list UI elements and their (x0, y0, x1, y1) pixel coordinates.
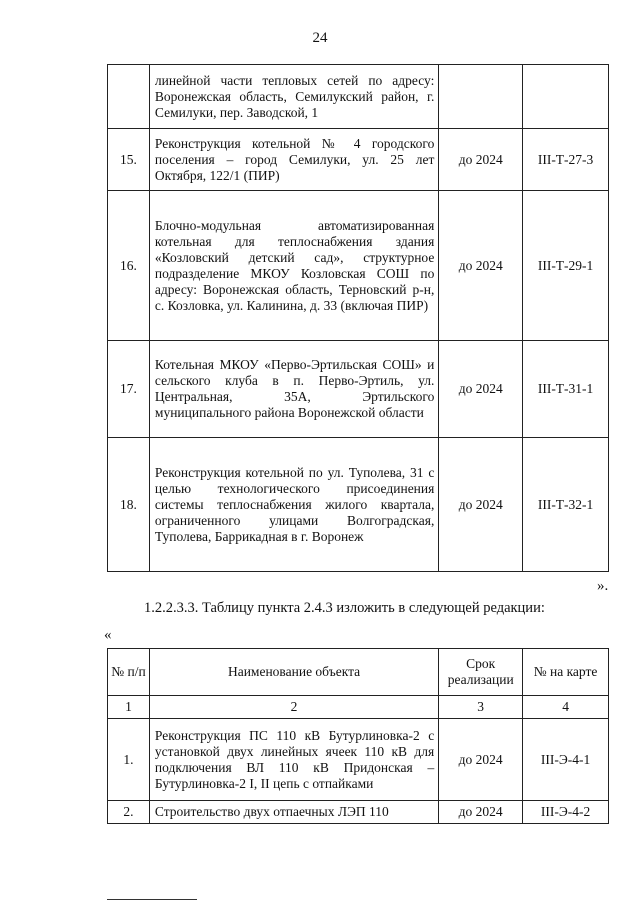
column-number-row (108, 696, 609, 719)
row-number: 16. (108, 191, 150, 341)
power-objects-table (107, 648, 609, 824)
object-name: Блочно-модульная автоматизированная котельная для теплоснабжения здания «Козловский детский сад», структурное подразделение МКОУ Козловская СОШ по адресу: Воронежская область, Терновский р-н, с. Козловка, ул. Калинина, д. 33 (включая ПИР) (149, 191, 438, 341)
footnote-separator (107, 899, 197, 900)
map-code: III-Т-31-1 (523, 341, 609, 438)
realization-term: до 2024 (439, 341, 523, 438)
header-term: Срок реализации (439, 649, 523, 696)
realization-term (439, 65, 523, 129)
page-number: 24 (312, 30, 328, 46)
realization-term: до 2024 (439, 719, 523, 801)
row-number: 1. (108, 719, 150, 801)
column-number: 1 (108, 696, 150, 719)
column-number: 4 (523, 696, 609, 719)
table-row (108, 801, 609, 824)
object-name: Реконструкция ПС 110 кВ Бутурлиновка-2 с установкой двух линейных ячеек 110 кВ для подключения ВЛ 110 кВ Придонская – Бутурлиновка-2 I, II цепь с отпайками (149, 719, 438, 801)
table-row (108, 719, 609, 801)
opening-quote: « (104, 627, 112, 643)
realization-term: до 2024 (439, 191, 523, 341)
map-code: III-Э-4-2 (523, 801, 609, 824)
table-row (108, 129, 609, 191)
objects-table-continued (107, 64, 609, 572)
map-code: III-Т-32-1 (523, 438, 609, 572)
row-number: 18. (108, 438, 150, 572)
object-name: линейной части тепловых сетей по адресу: Воронежская область, Семилукский район, г. Семилуки, пер. Заводской, 1 (149, 65, 438, 129)
map-code: III-Э-4-1 (523, 719, 609, 801)
amendment-paragraph: 1.2.2.3.3. Таблицу пункта 2.4.3 изложить в следующей редакции: (144, 600, 545, 616)
header-code: № на карте (523, 649, 609, 696)
object-name: Реконструкция котельной по ул. Туполева, 31 с целью технологического присоединения системы теплоснабжения жилого квартала, ограниченного улицами Волгоградская, Туполева, Баррикадная в г. Воронеж (149, 438, 438, 572)
column-number: 2 (149, 696, 438, 719)
header-num: № п/п (108, 649, 150, 696)
table-header-row (108, 649, 609, 696)
table-row (108, 65, 609, 129)
realization-term: до 2024 (439, 438, 523, 572)
map-code: III-Т-29-1 (523, 191, 609, 341)
row-number: 17. (108, 341, 150, 438)
object-name: Котельная МКОУ «Перво-Эртильская СОШ» и сельского клуба в п. Перво-Эртиль, ул. Центральная, 35А, Эртильского муниципального района Воронежской области (149, 341, 438, 438)
table-row (108, 191, 609, 341)
object-name: Реконструкция котельной № 4 городского поселения – город Семилуки, ул. 25 лет Октября, 122/1 (ПИР) (149, 129, 438, 191)
table-row (108, 341, 609, 438)
realization-term: до 2024 (439, 129, 523, 191)
closing-quote: ». (597, 578, 609, 594)
row-number: 2. (108, 801, 150, 824)
row-number: 15. (108, 129, 150, 191)
column-number: 3 (439, 696, 523, 719)
map-code: III-Т-27-3 (523, 129, 609, 191)
map-code (523, 65, 609, 129)
row-number (108, 65, 150, 129)
realization-term: до 2024 (439, 801, 523, 824)
header-name: Наименование объекта (149, 649, 438, 696)
object-name: Строительство двух отпаечных ЛЭП 110 (149, 801, 438, 824)
table-row (108, 438, 609, 572)
